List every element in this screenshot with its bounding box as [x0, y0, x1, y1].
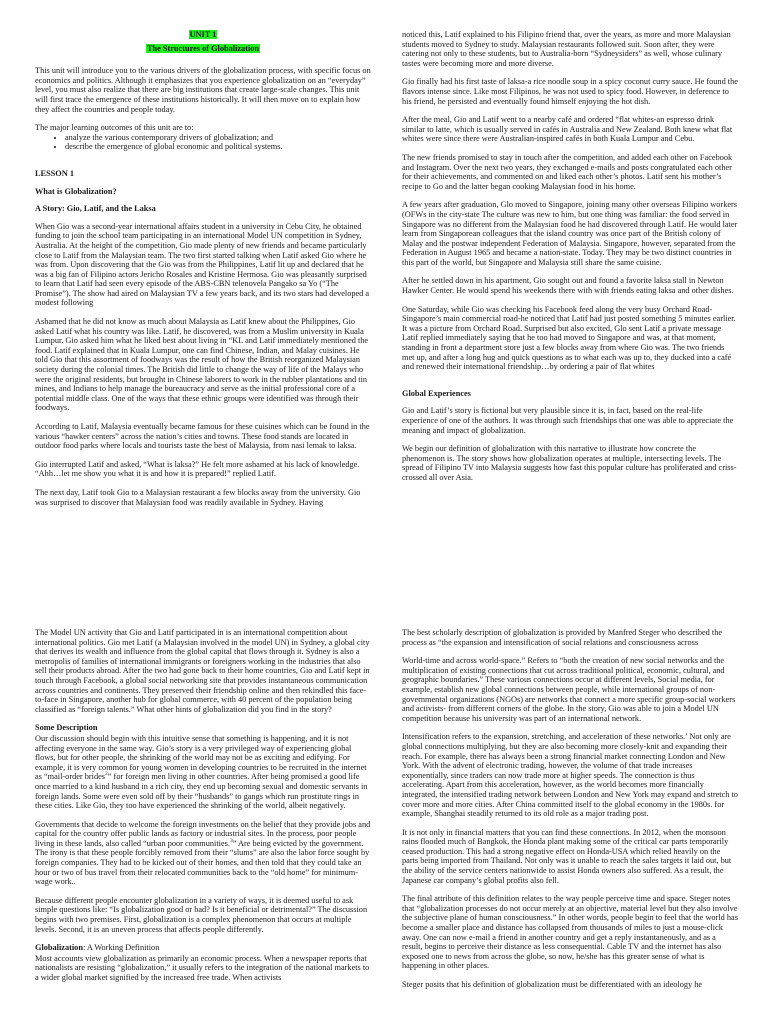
paragraph: The next day, Latif took Gio to a Malaysian restaurant a few blocks away from the university. Gio was surprised to discover that Malaysian food was readily available in Sydney. Having: [35, 487, 361, 507]
unit-title: UNIT 1: [189, 30, 217, 39]
paragraph: Gio interrupted Latif and asked, “What is laksa?” He felt more ashamed at his lack of knowledge. “Ahh…let me show you what it is and how it is prepared!” replied Latif.: [35, 459, 360, 479]
paragraph: It is not only in financial matters that you can find these connections. In 2012, when the monsoon rains flooded much of Bangkok, the Honda plant making some of the critical car parts temporarily ceased production. This had a strong negative effect on Honda-USA which relied heavily on the parts being imported from Thailand. Not only was it unable to reach the sales targets it laid out, but the ability of the service centers nationwide to assist Honda owners also suffered. As a result, the Japanese car company’s global profits also fell.: [402, 827, 732, 885]
paragraph: Most accounts view globalization as primarily an economic process. When a newspaper reports that nationalists are resisting “globalization,” it usually refers to the integration of the national markets to a wider global market signified by the increased free trade. When activists: [35, 953, 370, 982]
paragraph: Ashamed that he did not know as much about Malaysia as Latif knew about the Philippines, Gio asked Latif what his country was like. Latif, he discovered, was from a Muslim university in Kuala Lumpur. Gio asked him what he liked best about living in “KL and Latif immediately mentioned the food. Latif explained that in Kuala Lumpur, one can find Chinese, Indian, and Malay cuisines. He told Gio that this assortment of foodways was the result of how the British reorganized Malaysian society during the colonial times. The British did little to change the way of life of the Malays who were the original residents, but brought in Chinese laborers to work in the rubber plantations and tin mines, and Indians to help manage the bureaucracy and serve as the initial professional core of a potential middle class. One of the ways that these ethnic groups were identified was through their foodways.: [35, 317, 369, 413]
footnote-ref: 3: [229, 838, 233, 845]
paragraph: The new friends promised to stay in touch after the competition, and added each other on Facebook and Instagram. Over the next two years, they exchanged e-mails and posts congratulated each other for their achievements, and commented on and liked each other’s photos. Latif sent his mother’s recipe to Go and the latter began cooking Malaysian food in his home.: [402, 152, 733, 191]
outcome-item: • analyze the various contemporary drivers of globalization; and: [65, 133, 371, 143]
paragraph: The final attribute of this definition relates to the way people perceive time and space. Steger notes that “globalization processes do not occur merely at an objective, material level but they also involve the subjective plane of human consciousness.” In other words, people begin to feel that the world has become a smaller place and distance has collapsed from thousands of miles to just a mouse-click away. One can now e-mail a friend in another country and get a reply instantaneously, and as a result, begins to perceive their distance as less consequential. Cable TV and the internet has also exposed one to news from across the globe, so now, he/she has this greater sense of what is happening in other places.: [402, 894, 738, 971]
global-heading: Global Experiences: [402, 388, 471, 398]
paragraph: One Saturday, while Gio was checking his Facebook feed along the very busy Orchard Road-Singapore’s main commercial road-he noticed that Latif had just posted something 5 minutes earlier. It was a picture from Orchard Road. Surprised but also excited, Glo sent Latif a private message Latif replied immediately saying that he too had moved to Singapore and was, at that moment, standing in front a department store just a few blocks away from where Gio was. The two friends met up, and after a long hug and quick questions as to what each was up to, they ducked into a café and renewed their international friendship…by ordering a pair of flat whites: [402, 304, 736, 372]
lesson-heading: LESSON 1: [35, 168, 74, 178]
paragraph: Intensification refers to the expansion, stretching, and acceleration of these networks.’ Not only are global connections multiplying, but they are also becoming more closely-knit and expanding their reach. For example, there has always been a strong financial market connecting London and New York. With the advent of electronic trading, however, the volume of that trade increases exponentially, since traders can now trade more at higher speeds. The connection is thus accelerating. Apart from this acceleration, however, as the world becomes more financially integrated, the intensified trading network between London and New York may expand and stretch to cover more and more cities. After China committed itself to the global economy in the 1980s. for example, Shanghai steadily returned to its old role as a major trading post.: [402, 732, 738, 819]
story-heading: A Story: Gio, Latif, and the Laksa: [35, 204, 156, 214]
paragraph: According to Latif, Malaysia eventually became famous for these cuisines which can be found in the various “hawker centers” across the nation’s cities and towns. These food stands are located in outdoor food parks where locals and tourists taste the best of Malaysia, from nasi lemak to laksa.: [35, 422, 370, 451]
what-heading: What is Globalization?: [35, 186, 117, 196]
outcomes-intro: The major learning outcomes of this unit are to:: [35, 123, 194, 133]
paragraph: After the meal, Gio and Latif went to a nearby café and ordered “flat whites-an espresso drink similar to latte, which is usually served in cafés in Australia and New Zealand. Both knew what flat whites were since there were Australian-inspired cafés in both Kuala Lumpur and Cebu.: [402, 115, 733, 144]
paragraph: We begin our definition of globalization with this narrative to illustrate how concrete the phenomenon is. The story shows how globalization operates at multiple, intersecting levels. The spread of Filipino TV into Malaysia suggests how fast this popular culture has proliferated and criss-crossed all over Asia.: [402, 444, 737, 482]
page1-right-column: [402, 30, 738, 492]
paragraph: Gio and Latif’s story is fictional but very plausible since it is, in fact, based on the real-life experience of one of the authors. It was through such friendships that one was able to appreciate the meaning and impact of globalization.: [402, 406, 734, 435]
working-definition-heading: Globalization: A Working Definition: [35, 943, 160, 953]
footnote-ref: 2: [105, 771, 108, 778]
paragraph: Because different people encounter globalization in a variety of ways, it is deemed useful to ask simple questions like: “Is globalization good or bad? Is it beneficial or detrimental?” The discussion begins with two premises. First, globalization is a complex phenomenon that occurs at multiple levels. Second, it is an uneven process that affects people differently.: [35, 895, 368, 934]
outcomes-list: [35, 133, 371, 152]
paragraph: Steger posits that his definition of globalization must be differentiated with an ideology he: [402, 980, 703, 989]
page2-left-column: [35, 628, 371, 992]
page-2: [0, 628, 768, 1024]
some-description-heading: Some Description: [35, 723, 98, 733]
paragraph: noticed this, Latif explained to his Filipino friend that, over the years, as more and more Malaysian students moved to Sydney to study. Malaysian restaurants followed suit. Soon after, they were catering not only to these students, but to Australia-born “Sydneysiders” as well, whose culinary tastes were becoming more and more diverse.: [402, 30, 731, 68]
intro-paragraph: This unit will introduce you to the various drivers of the globalization process, with specific focus on economics and politics. Although it emphasizes that you experience globalization on an “everyday” level, you must also realize that there are big institutions that create large-scale changes. This unit will first trace the emergence of these institutions historically. It will then move on to explain how they affect the countries and people today.: [35, 66, 371, 114]
paragraph: Governments that decide to welcome the foreign investments on the belief that they provide jobs and capital for the country offer public lands as factory or industrial sites. In the process, poor people living in these lands, also called “urban poor communities.$^3$” Are being evicted by the government. The irony is that these people forcibly removed from their “slums” are also the labor force sought by foreign companies. They had to be kicked out of their homes, and then told that they could take an hour or two of bus travel from their relocated communities back to the “old home” for minimum-wage work..: [35, 819, 371, 887]
unit-subtitle: The Structures of Globalization: [146, 43, 260, 53]
paragraph: A few years after graduation, Glo moved to Singapore, joining many other overseas Filipino workers (OFWs in the city-state The culture was new to him, but one thing was familiar: the food served in Singapore was no different from the Malaysian food he had discovered through Latif. He would later learn from Singaporean colleagues that the island country was once part of the British colony of Malay and the postwar independent Federation of Malaysia. Singapore, however, separated from the Federation in August 1965 and became a nation-state. Today. They may be two distinct countries in this part of the world, but Singapore and Malaysia still share the same cuisine.: [402, 200, 738, 267]
page1-left-column: [35, 30, 371, 516]
page2-right-column: [402, 628, 738, 999]
paragraph: World-time and across world-space.” Refers to “both the creation of new social networks and the multiplication of existing connections that cut across traditional political, economic, cultural, and geographic boundaries.” These various connections occur at different levels, Social media, for example, establish new global connections between people, while international groups of non-governmental organizations (NGOs) are networks that connect a more specific group-social workers and activists- from different corners of the globe. In the story, Gio was able to join a Model UN competition because his university was part of an international network.: [402, 656, 736, 723]
paragraph: When Gio was a second-year international affairs student in a university in Cebu City, he obtained funding to join the school team participating in an international Model UN competition in Sydney, Australia. At the height of the competition, Gio made plenty of new friends and became particularly close to Latif from the Malaysian team. The two first started talking when Latif asked Gio where he was from. Upon discovering that the Gio was from the Philippines, Latif lit up and declared that he was a big fan of Filipino actors Jericho Rosales and Kristine Hermosa. Gio was pleasantly surprised to learn that Latif had seen every episode of the ABS-CBN telenovela Pangako sa Yo (“The Promise”). The show had aired on Malaysian TV a few years back, and its two stars had developed a modest following: [35, 221, 370, 308]
paragraph: The Model UN activity that Gio and Latif participated in is an international competition about international politics. Gio met Latif (a Malaysian involved in the model UN) in Sydney, a global city that derives its wealth and influence from the global capital that flows through it. Sydney is also a metropolis of families of international immigrants or foreigners working in the industries that also sell their products abroad. After the two had gone back to their home countries, Gio and Latif kept in touch through Facebook, a global social networking site that provides instantaneous communication across countries and continents. They preserved their friendship online and then rekindled this face-to-face in Singapore, another hub for global commerce, with 40 percent of the population being classified as “foreign talents.” What other hints of globalization did you find in the story?: [35, 628, 370, 714]
paragraph: The best scholarly description of globalization is provided by Manfred Steger who described the process as “the expansion and intensification of social relations and consciousness across: [402, 628, 723, 647]
paragraph: Gio finally had his first taste of laksa-a rice noodle soup in a spicy coconut curry sauce. He found the flavors intense since. Like most Filipinos, he was not used to spicy food. However, in deference to his friend, he persisted and eventually found himself enjoying the hot dish.: [402, 77, 738, 106]
outcome-item: • describe the emergence of global economic and political systems.: [65, 142, 371, 152]
paragraph: After he settled down in his apartment, Gio sought out and found a favorite laksa stall in Newton Hawker Center. He would spend his weekends there with with friends eating laksa and other dishes.: [402, 276, 734, 296]
paragraph: Our discussion should begin with this intuitive sense that something is happening, and it is not affecting everyone in the same way. Gio’s story is a very privileged way of experiencing global flows, but for other people, the shrinking of the world may not be as exciting and edifying. For example, it is very common for young women in developing countries to be recruited in the internet as “mail-order brides$^2$” for foreign men living in other countries. After being promised a good life once married to a kind husband in a rich city, they end up becoming sexual and domestic servants in foreign lands. Some were even sold off by their “husbands” to gangs which run prostitute rings in these cities. Like Gio, they too have experienced the shrinking of the world, albeit negatively.: [35, 733, 368, 811]
